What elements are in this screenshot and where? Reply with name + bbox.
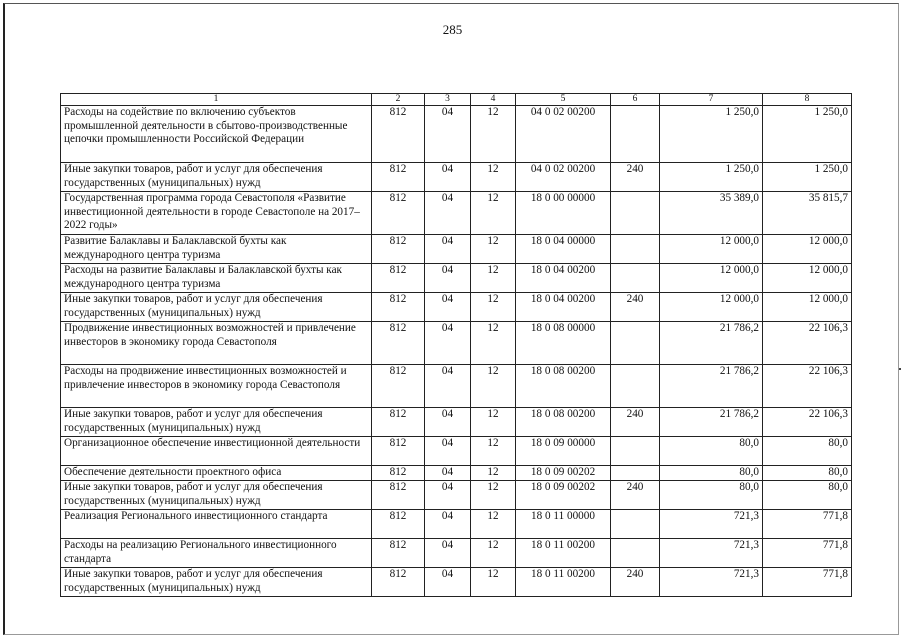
table-row — [61, 510, 852, 539]
table-row — [61, 437, 852, 466]
row-amount-year2: 80,0 — [763, 466, 852, 481]
header-cell: 4 — [471, 94, 516, 106]
row-ved-code: 812 — [372, 322, 425, 365]
table-row — [61, 408, 852, 437]
row-amount-year2: 12 000,0 — [763, 235, 852, 264]
row-ved-code: 812 — [372, 408, 425, 437]
row-expense-type — [611, 264, 660, 293]
budget-table — [60, 93, 852, 597]
row-name: Организационное обеспечение инвестиционной деятельности — [61, 437, 372, 466]
row-subsection-code: 12 — [471, 192, 516, 235]
row-target-article: 18 0 04 00200 — [516, 264, 611, 293]
row-name: Государственная программа города Севастополя «Развитие инвестиционной деятельности в городе Севастополе на 2017–2022 годы» — [61, 192, 372, 235]
row-amount-year2: 80,0 — [763, 437, 852, 466]
row-amount-year1: 21 786,2 — [660, 322, 763, 365]
row-target-article: 18 0 11 00200 — [516, 568, 611, 597]
row-amount-year2: 771,8 — [763, 568, 852, 597]
row-section-code: 04 — [425, 106, 471, 163]
row-subsection-code: 12 — [471, 322, 516, 365]
table-row — [61, 293, 852, 322]
row-name: Расходы на реализацию Регионального инвестиционного стандарта — [61, 539, 372, 568]
table-row — [61, 539, 852, 568]
row-ved-code: 812 — [372, 437, 425, 466]
row-subsection-code: 12 — [471, 106, 516, 163]
row-name: Развитие Балаклавы и Балаклавской бухты как международного центра туризма — [61, 235, 372, 264]
row-expense-type: 240 — [611, 293, 660, 322]
row-target-article: 18 0 00 00000 — [516, 192, 611, 235]
row-ved-code: 812 — [372, 568, 425, 597]
row-target-article: 18 0 09 00202 — [516, 481, 611, 510]
row-name: Обеспечение деятельности проектного офиса — [61, 466, 372, 481]
row-expense-type: 240 — [611, 481, 660, 510]
table-row — [61, 264, 852, 293]
row-subsection-code: 12 — [471, 235, 516, 264]
row-ved-code: 812 — [372, 365, 425, 408]
row-amount-year1: 35 389,0 — [660, 192, 763, 235]
row-amount-year2: 1 250,0 — [763, 163, 852, 192]
row-amount-year1: 721,3 — [660, 510, 763, 539]
table-row — [61, 322, 852, 365]
table-row — [61, 235, 852, 264]
row-name: Продвижение инвестиционных возможностей и привлечение инвесторов в экономику города Севастополя — [61, 322, 372, 365]
row-expense-type — [611, 106, 660, 163]
row-section-code: 04 — [425, 510, 471, 539]
row-ved-code: 812 — [372, 163, 425, 192]
row-name: Расходы на развитие Балаклавы и Балаклавской бухты как международного центра туризма — [61, 264, 372, 293]
row-amount-year1: 12 000,0 — [660, 293, 763, 322]
row-amount-year1: 721,3 — [660, 539, 763, 568]
row-target-article: 04 0 02 00200 — [516, 163, 611, 192]
row-amount-year1: 1 250,0 — [660, 106, 763, 163]
row-amount-year2: 771,8 — [763, 539, 852, 568]
header-cell: 6 — [611, 94, 660, 106]
row-subsection-code: 12 — [471, 437, 516, 466]
row-amount-year1: 721,3 — [660, 568, 763, 597]
row-expense-type — [611, 365, 660, 408]
row-subsection-code: 12 — [471, 510, 516, 539]
row-subsection-code: 12 — [471, 163, 516, 192]
row-name: Иные закупки товаров, работ и услуг для обеспечения государственных (муниципальных) нужд — [61, 293, 372, 322]
row-name: Расходы на содействие по включению субъектов промышленной деятельности в сбытово-производственные цепочки промышленности Российской Федерации — [61, 106, 372, 163]
row-name: Иные закупки товаров, работ и услуг для обеспечения государственных (муниципальных) нужд — [61, 408, 372, 437]
scan-speck — [899, 368, 901, 370]
header-cell: 3 — [425, 94, 471, 106]
row-target-article: 18 0 08 00200 — [516, 408, 611, 437]
row-target-article: 18 0 04 00200 — [516, 293, 611, 322]
row-section-code: 04 — [425, 466, 471, 481]
table-row — [61, 466, 852, 481]
row-target-article: 18 0 09 00000 — [516, 437, 611, 466]
row-subsection-code: 12 — [471, 466, 516, 481]
row-amount-year2: 22 106,3 — [763, 322, 852, 365]
row-target-article: 18 0 11 00200 — [516, 539, 611, 568]
row-ved-code: 812 — [372, 539, 425, 568]
row-amount-year1: 80,0 — [660, 437, 763, 466]
row-ved-code: 812 — [372, 481, 425, 510]
table-row — [61, 192, 852, 235]
row-amount-year1: 80,0 — [660, 466, 763, 481]
table-row — [61, 163, 852, 192]
row-section-code: 04 — [425, 322, 471, 365]
row-expense-type — [611, 235, 660, 264]
row-section-code: 04 — [425, 568, 471, 597]
row-amount-year2: 80,0 — [763, 481, 852, 510]
row-name: Иные закупки товаров, работ и услуг для обеспечения государственных (муниципальных) нужд — [61, 481, 372, 510]
row-section-code: 04 — [425, 408, 471, 437]
row-section-code: 04 — [425, 365, 471, 408]
row-amount-year1: 12 000,0 — [660, 264, 763, 293]
row-name: Иные закупки товаров, работ и услуг для обеспечения государственных (муниципальных) нужд — [61, 568, 372, 597]
row-ved-code: 812 — [372, 235, 425, 264]
header-cell: 2 — [372, 94, 425, 106]
row-amount-year2: 771,8 — [763, 510, 852, 539]
row-expense-type: 240 — [611, 163, 660, 192]
header-cell: 1 — [61, 94, 372, 106]
row-section-code: 04 — [425, 437, 471, 466]
header-cell: 7 — [660, 94, 763, 106]
row-expense-type: 240 — [611, 568, 660, 597]
row-amount-year1: 80,0 — [660, 481, 763, 510]
row-amount-year2: 35 815,7 — [763, 192, 852, 235]
row-ved-code: 812 — [372, 106, 425, 163]
row-amount-year2: 22 106,3 — [763, 365, 852, 408]
row-subsection-code: 12 — [471, 408, 516, 437]
row-section-code: 04 — [425, 264, 471, 293]
row-name: Иные закупки товаров, работ и услуг для обеспечения государственных (муниципальных) нужд — [61, 163, 372, 192]
row-ved-code: 812 — [372, 192, 425, 235]
row-target-article: 04 0 02 00200 — [516, 106, 611, 163]
row-subsection-code: 12 — [471, 293, 516, 322]
row-subsection-code: 12 — [471, 568, 516, 597]
row-subsection-code: 12 — [471, 481, 516, 510]
row-amount-year1: 1 250,0 — [660, 163, 763, 192]
row-target-article: 18 0 08 00000 — [516, 322, 611, 365]
row-amount-year1: 12 000,0 — [660, 235, 763, 264]
row-amount-year1: 21 786,2 — [660, 365, 763, 408]
row-expense-type — [611, 437, 660, 466]
row-section-code: 04 — [425, 235, 471, 264]
row-section-code: 04 — [425, 163, 471, 192]
row-subsection-code: 12 — [471, 264, 516, 293]
row-target-article: 18 0 08 00200 — [516, 365, 611, 408]
row-section-code: 04 — [425, 481, 471, 510]
row-amount-year2: 12 000,0 — [763, 293, 852, 322]
row-target-article: 18 0 09 00202 — [516, 466, 611, 481]
row-expense-type — [611, 539, 660, 568]
row-ved-code: 812 — [372, 510, 425, 539]
row-subsection-code: 12 — [471, 539, 516, 568]
row-expense-type — [611, 466, 660, 481]
row-ved-code: 812 — [372, 293, 425, 322]
row-expense-type: 240 — [611, 408, 660, 437]
row-section-code: 04 — [425, 293, 471, 322]
page-number: 285 — [442, 22, 463, 37]
row-section-code: 04 — [425, 192, 471, 235]
row-amount-year2: 22 106,3 — [763, 408, 852, 437]
row-amount-year2: 12 000,0 — [763, 264, 852, 293]
table-row — [61, 106, 852, 163]
row-amount-year1: 21 786,2 — [660, 408, 763, 437]
row-ved-code: 812 — [372, 466, 425, 481]
row-section-code: 04 — [425, 539, 471, 568]
row-expense-type — [611, 322, 660, 365]
header-cell: 5 — [516, 94, 611, 106]
row-name: Расходы на продвижение инвестиционных возможностей и привлечение инвесторов в экономику города Севастополя — [61, 365, 372, 408]
row-name: Реализация Регионального инвестиционного стандарта — [61, 510, 372, 539]
row-amount-year2: 1 250,0 — [763, 106, 852, 163]
row-target-article: 18 0 04 00000 — [516, 235, 611, 264]
table-row — [61, 365, 852, 408]
row-expense-type — [611, 510, 660, 539]
table-row — [61, 481, 852, 510]
row-ved-code: 812 — [372, 264, 425, 293]
table-header-row — [61, 94, 852, 106]
row-target-article: 18 0 11 00000 — [516, 510, 611, 539]
row-subsection-code: 12 — [471, 365, 516, 408]
header-cell: 8 — [763, 94, 852, 106]
table-row — [61, 568, 852, 597]
row-expense-type — [611, 192, 660, 235]
